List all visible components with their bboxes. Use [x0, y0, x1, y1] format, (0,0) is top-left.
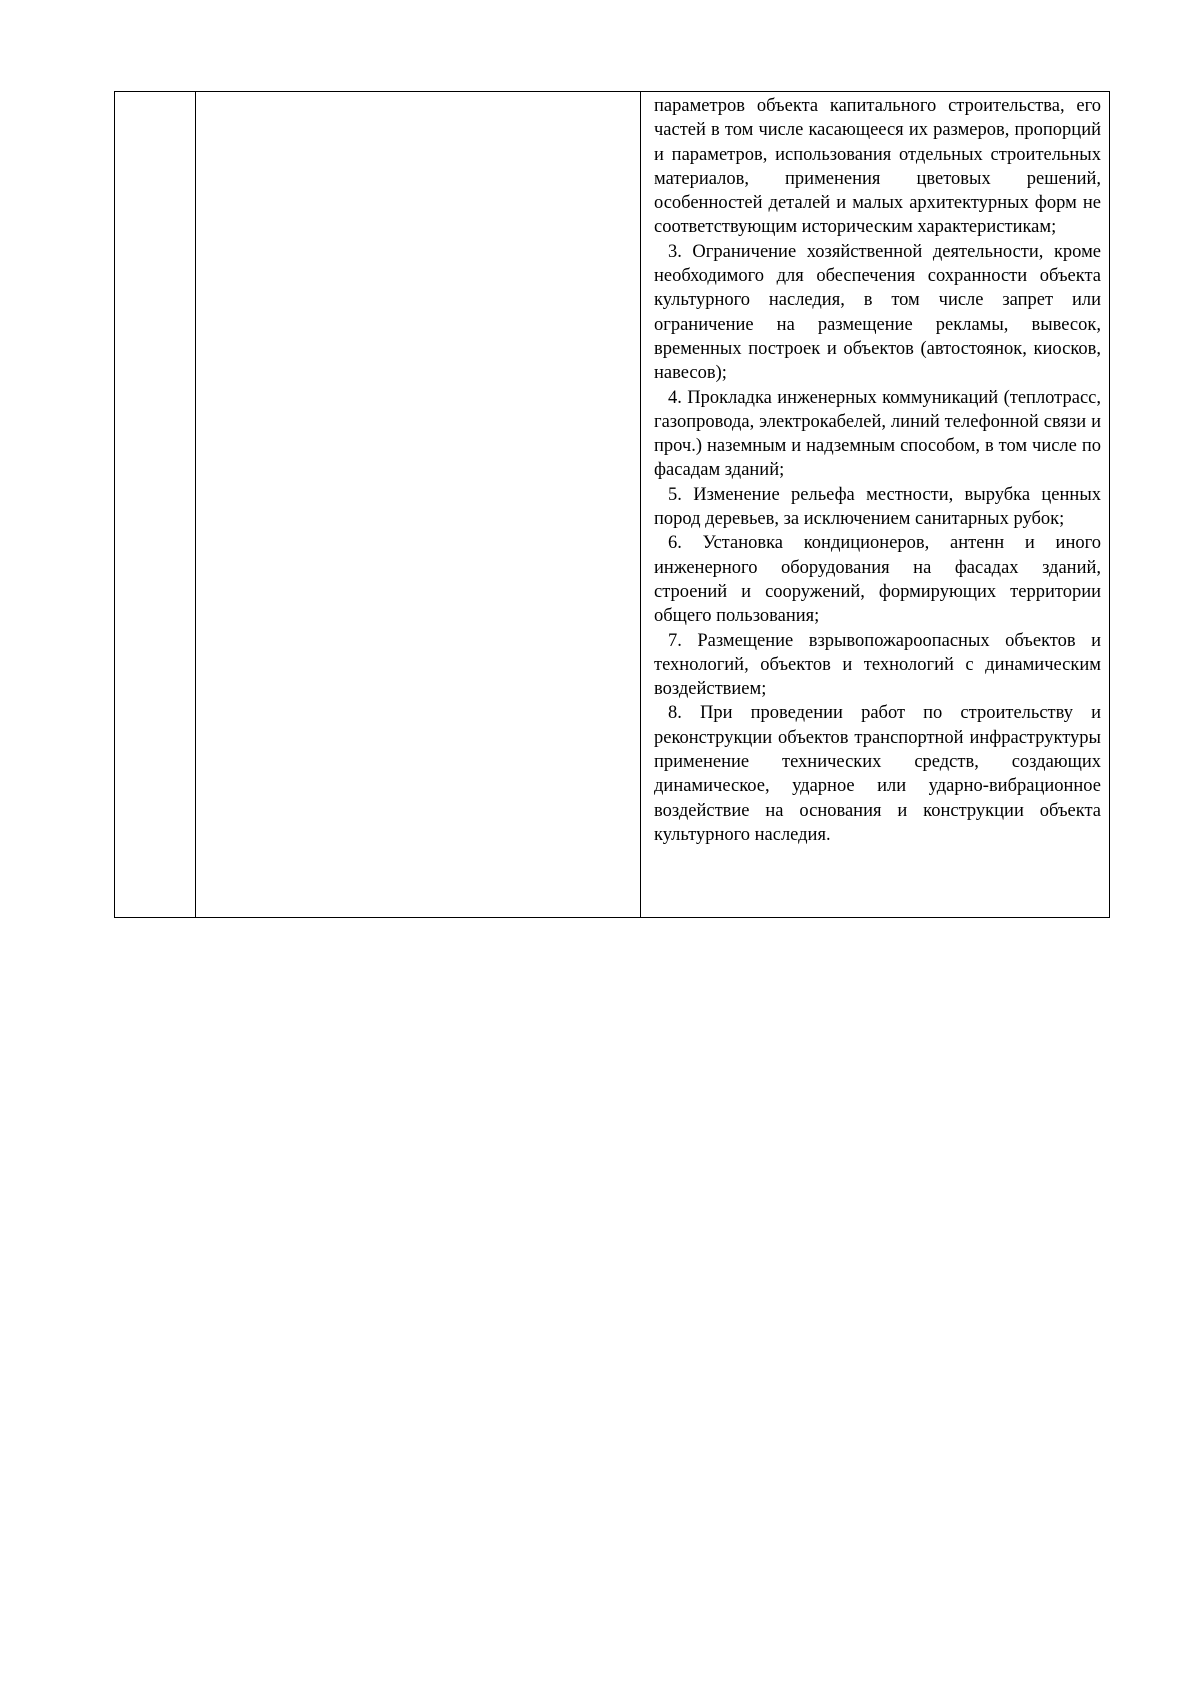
requirement-paragraph: 3. Ограничение хозяйственной деятельности, кроме необходимого для обеспечения сохранности объекта культурного наследия, в том числе запрет или ограничение на размещение рекламы, вывесок, временных построек и объектов (автостоянок, киосков, навесов); [654, 241, 1101, 384]
requirement-paragraph: 5. Изменение рельефа местности, вырубка ценных пород деревьев, за исключением санитарных рубок; [654, 484, 1101, 530]
requirement-paragraph: 6. Установка кондиционеров, антенн и иного инженерного оборудования на фасадах зданий, строений и сооружений, формирующих территории общего пользования; [654, 533, 1101, 627]
requirement-paragraph: 7. Размещение взрывопожароопасных объектов и технологий, объектов и технологий с динамическим воздействием; [654, 630, 1101, 700]
name-cell [196, 92, 641, 918]
requirements-cell [641, 92, 1110, 918]
requirement-paragraph: 4. Прокладка инженерных коммуникаций (теплотрасс, газопровода, электрокабелей, линий телефонной связи и проч.) наземным и надземным способом, в том числе по фасадам зданий; [654, 387, 1101, 481]
table-row [115, 92, 1110, 918]
requirement-paragraph: параметров объекта капитального строительства, его частей в том числе касающееся их размеров, пропорций и параметров, использования отдельных строительных материалов, применения цветовых решений, особенностей деталей и малых архитектурных форм не соответствующим историческим характеристикам; [654, 96, 1101, 238]
restrictions-table [114, 91, 1110, 918]
number-cell [115, 92, 196, 918]
requirement-paragraph: 8. При проведении работ по строительству и реконструкции объектов транспортной инфраструктуры применение технических средств, создающих динамическое, ударное или ударно-вибрационное воздействие на основания и конструкции объекта культурного наследия. [654, 703, 1101, 845]
